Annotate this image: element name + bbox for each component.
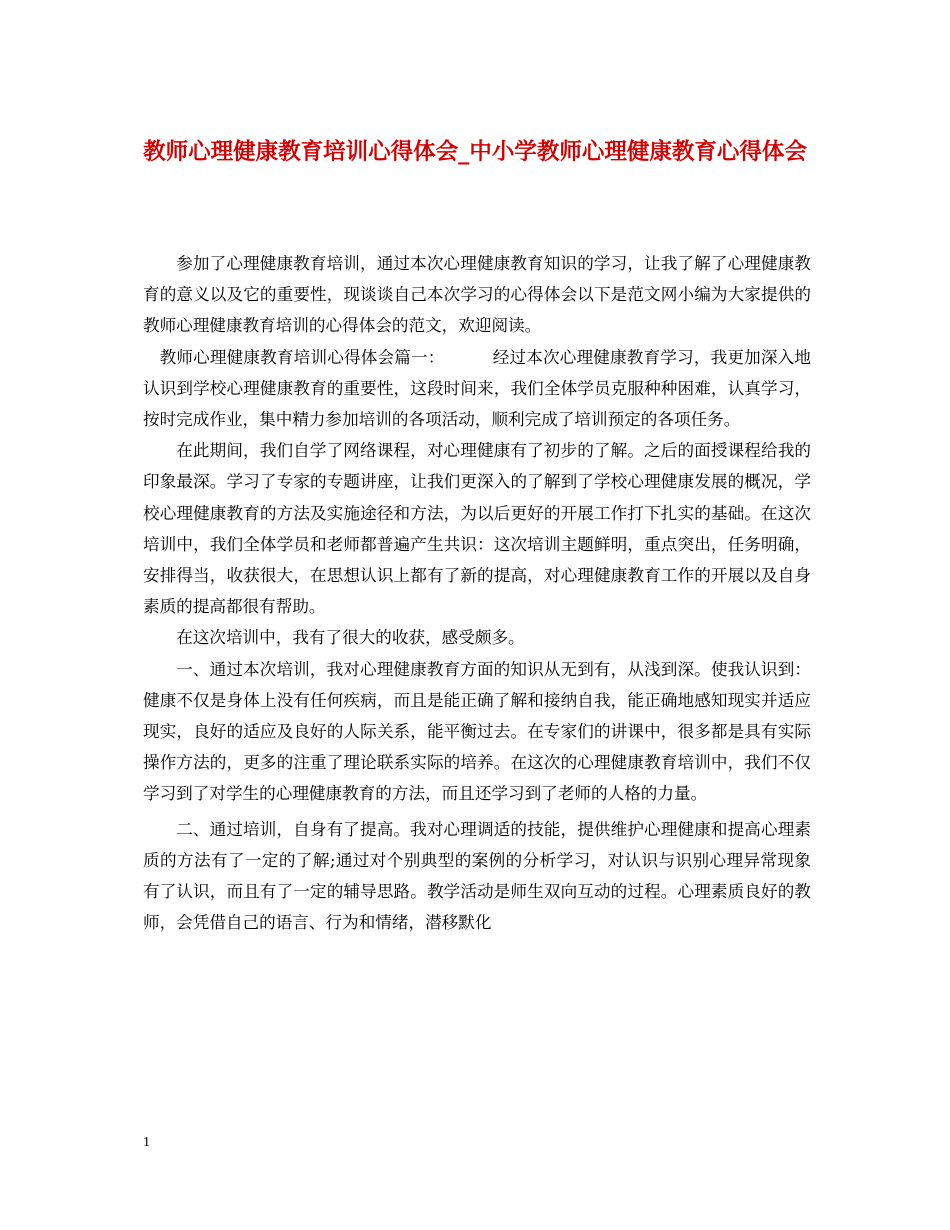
document-body	[143, 248, 811, 938]
paragraph-self-study: 在此期间，我们自学了网络课程，对心理健康有了初步的了解。之后的面授课程给我的印象最深。学习了专家的专题讲座，让我们更深入的了解到了学校心理健康发展的概况，学校心理健康教育的方法及实施途径和方法，为以后更好的开展工作打下扎实的基础。在这次培训中，我们全体学员和老师都普遍产生共识：这次培训主题鲜明，重点突出，任务明确，安排得当，收获很大，在思想认识上都有了新的提高，对心理健康教育工作的开展以及自身素质的提高都很有帮助。	[143, 441, 811, 617]
paragraph-intro: 参加了心理健康教育培训，通过本次心理健康教育知识的学习，让我了解了心理健康教育的意义以及它的重要性，现谈谈自己本次学习的心得体会以下是范文网小编为大家提供的教师心理健康教育培训的心得体会的范文，欢迎阅读。	[143, 254, 811, 336]
section-one-text: 经过本次心理健康教育学习，我更加深入地认识到学校心理健康教育的重要性，这段时间来，我们全体学员克服种种困难，认真学习，按时完成作业，集中精力参加培训的各项活动，顺利完成了培训预定的各项任务。	[143, 347, 812, 430]
paragraph-point-two: 二、通过培训，自身有了提高。我对心理调适的技能，提供维护心理健康和提高心理素质的方法有了一定的了解;通过对个别典型的案例的分析学习，对认识与识别心理异常现象有了认识，而且有了一定的辅导思路。教学活动是师生双向互动的过程。心理素质良好的教师，会凭借自己的语言、行为和情绪，潜移默化	[143, 819, 811, 933]
document-title: 教师心理健康教育培训心得体会_中小学教师心理健康教育心得体会	[143, 139, 807, 165]
page-number: 1	[143, 1135, 150, 1150]
paragraph-gains: 在这次培训中，我有了很大的收获，感受颇多。	[176, 628, 525, 648]
paragraph-section-one	[143, 342, 811, 436]
section-heading: 教师心理健康教育培训心得体会篇一：	[159, 347, 445, 367]
paragraph-point-one: 一、通过本次培训，我对心理健康教育方面的知识从无到有，从浅到深。使我认识到：健康不仅是身体上没有任何疾病，而且是能正确了解和接纳自我，能正确地感知现实并适应现实，良好的适应及良好的人际关系，能平衡过去。在专家们的讲课中，很多都是具有实际操作方法的，更多的注重了理论联系实际的培养。在这次的心理健康教育培训中，我们不仅学习到了对学生的心理健康教育的方法，而且还学习到了老师的人格的力量。	[143, 659, 811, 804]
